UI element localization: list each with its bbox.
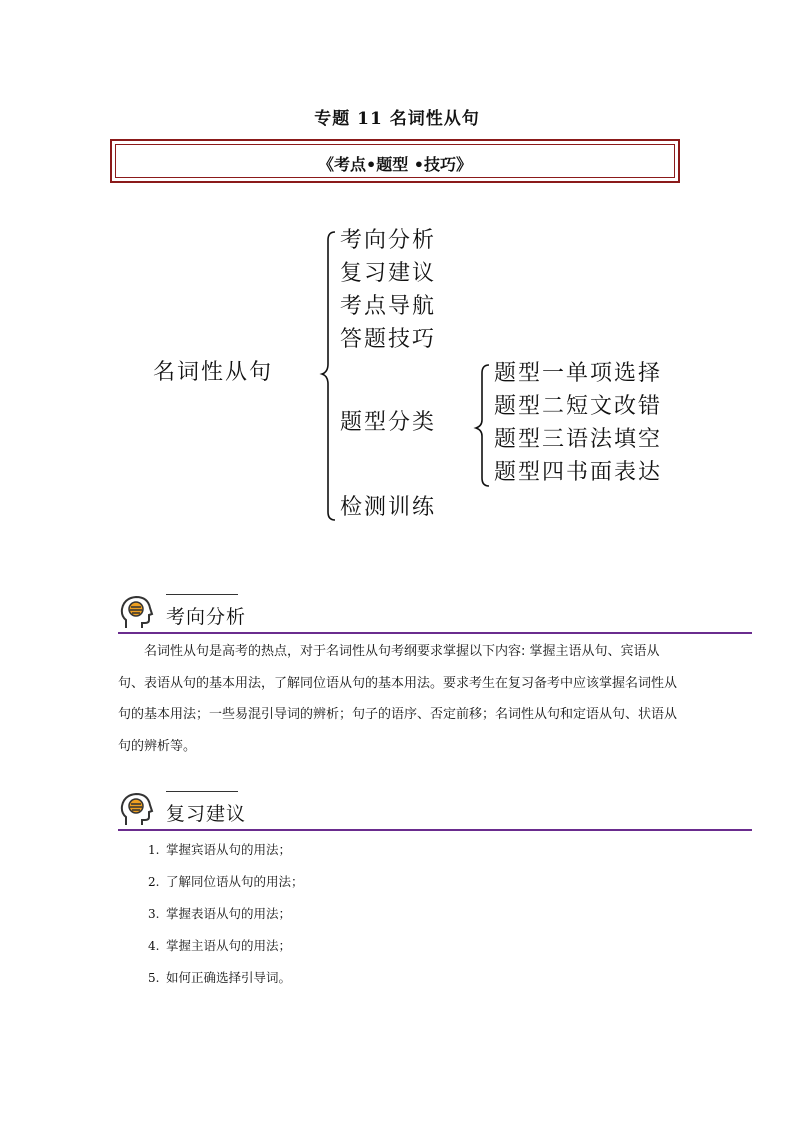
- list-text: 掌握表语从句的用法；: [166, 906, 292, 921]
- section-title: 考向分析: [166, 606, 247, 628]
- tree-branch: 检测训练: [340, 495, 437, 520]
- list-number: 4.: [148, 939, 160, 953]
- head-brain-icon: [118, 594, 158, 634]
- list-number: 1.: [148, 843, 160, 857]
- section-heading-advice: [118, 791, 752, 831]
- list-item: [148, 936, 304, 968]
- list-text: 掌握主语从句的用法；: [166, 938, 292, 953]
- section-heading-analysis: [118, 594, 752, 634]
- tree-root: 名词性从句: [153, 360, 274, 385]
- advice-list: [148, 840, 304, 1000]
- subtitle: 《考点•题型 •技巧》: [317, 155, 473, 174]
- list-item: [148, 872, 304, 904]
- tree-branch: 答题技巧: [340, 327, 437, 352]
- list-number: 5.: [148, 971, 160, 985]
- list-text: 如何正确选择引导词。: [166, 970, 292, 985]
- list-number: 3.: [148, 907, 160, 921]
- section-title: 复习建议: [166, 803, 247, 825]
- analysis-text: 名词性从句是高考的热点，对于名词性从句考纲要求掌握以下内容: 掌握主语从句、宾语从句、表语从句的基本用法，了解同位语从句的基本用法。要求考生在复习备考中应该掌握名词性从句的基本用法；一些易混引导词的辨析；句子的语序、否定前移；名词性从句和定语从句、状语从句的辨析等。: [118, 644, 678, 754]
- list-item: [148, 840, 304, 872]
- list-number: 2.: [148, 875, 160, 889]
- tree-branch: 考向分析: [340, 228, 437, 253]
- tree-branch: 题型分类: [340, 410, 437, 435]
- list-text: 了解同位语从句的用法；: [166, 874, 304, 889]
- tree-sub-branch: 题型三语法填空: [494, 427, 663, 452]
- analysis-paragraph: [118, 636, 678, 762]
- tree-branch: 考点导航: [340, 294, 437, 319]
- list-item: [148, 904, 304, 936]
- tree-sub-branch: 题型二短文改错: [494, 394, 663, 419]
- list-text: 掌握宾语从句的用法；: [166, 842, 292, 857]
- head-brain-icon: [118, 791, 158, 831]
- list-item: [148, 968, 304, 1000]
- tree-sub-branch: 题型一单项选择: [494, 361, 663, 386]
- tree-branch: 复习建议: [340, 261, 437, 286]
- tree-sub-branch: 题型四书面表达: [494, 460, 663, 485]
- page-title: 专题 11 名词性从句: [314, 109, 480, 129]
